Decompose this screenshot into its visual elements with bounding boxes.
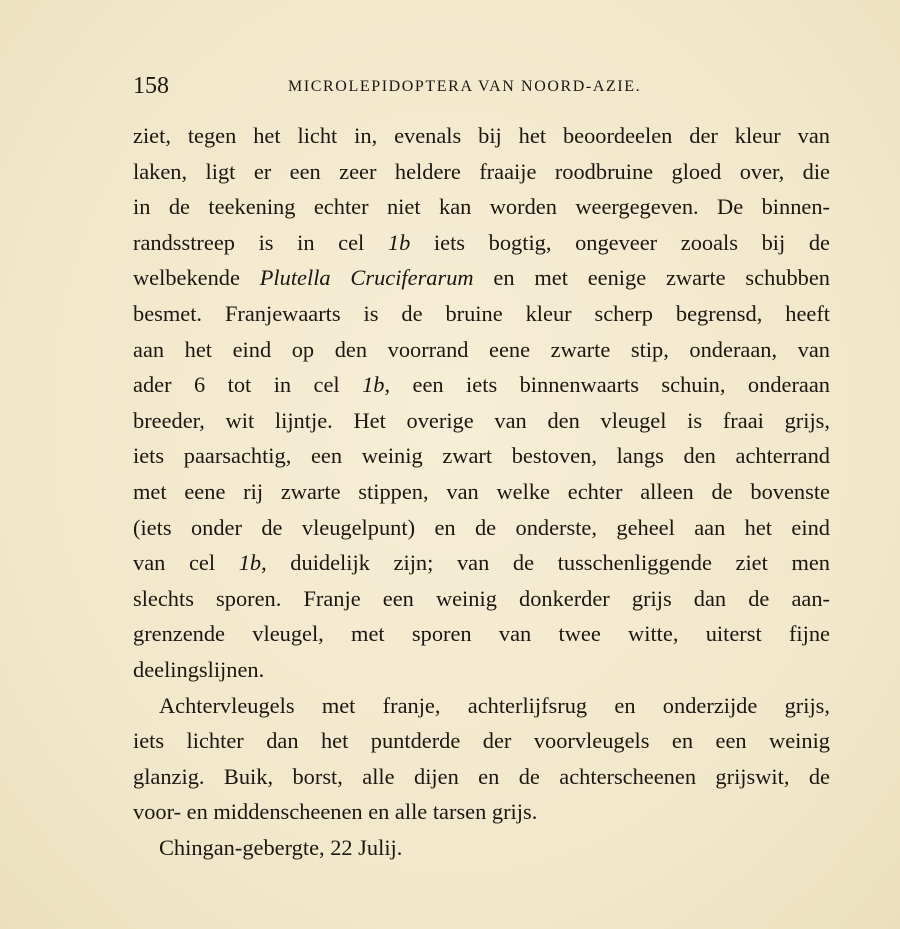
text-line: van cel 1b, duidelijk zijn; van de tusschenliggende ziet men — [133, 550, 831, 576]
page-number: 158 — [133, 73, 169, 99]
text-line: voor- en middenscheenen en alle tarsen grijs. — [133, 799, 538, 825]
bleed-through-texture — [255, 868, 845, 928]
text-line: deelingslijnen. — [133, 656, 265, 682]
text-line: welbekende Plutella Cruciferarum en met eenige zwarte schubben — [133, 265, 830, 291]
text-line: glanzig. Buik, borst, alle dijen en de achterscheenen grijswit, de — [133, 763, 830, 789]
text-line: Achtervleugels met franje, achterlijfsrug en onderzijde grijs, — [159, 692, 830, 718]
text-line: met eene rij zwarte stippen, van welke echter alleen de bovenste — [133, 478, 830, 504]
text-line: in de teekening echter niet kan worden weergegeven. De binnen- — [133, 194, 830, 220]
italic-term: 1b — [362, 372, 385, 398]
text-line: laken, ligt er een zeer heldere fraaije roodbruine gloed over, die — [133, 158, 830, 184]
text-line: aan het eind op den voorrand eene zwarte stip, onderaan, van — [133, 336, 830, 362]
text-line: ziet, tegen het licht in, evenals bij het beoordeelen der kleur van — [133, 123, 830, 148]
text-line: ader 6 tot in cel 1b, een iets binnenwaarts schuin, onderaan — [133, 372, 830, 398]
text-line: besmet. Franjewaarts is de bruine kleur scherp begrensd, heeft — [133, 300, 830, 326]
running-title: MICROLEPIDOPTERA VAN NOORD-AZIE. — [288, 78, 642, 95]
text-line: iets paarsachtig, een weinig zwart bestoven, langs den achterrand — [133, 443, 830, 469]
body-text — [133, 118, 830, 865]
text-line: grenzende vleugel, met sporen van twee witte, uiterst fijne — [133, 621, 830, 647]
italic-term: 1b — [238, 550, 262, 576]
text-line: Chingan-gebergte, 22 Julij. — [159, 834, 403, 860]
text-line: (iets onder de vleugelpunt) en de onderste, geheel aan het eind — [133, 514, 830, 540]
running-head — [133, 71, 833, 101]
text-line: randsstreep is in cel 1b iets bogtig, ongeveer zooals bij de — [133, 229, 830, 255]
italic-term: 1b — [387, 229, 411, 255]
text-line: slechts sporen. Franje een weinig donkerder grijs dan de aan- — [133, 585, 830, 611]
italic-term: Plutella Cruciferarum — [259, 265, 474, 291]
text-line: iets lichter dan het puntderde der voorvleugels en een weinig — [133, 728, 830, 754]
text-line: breeder, wit lijntje. Het overige van den vleugel is fraai grijs, — [133, 407, 830, 433]
